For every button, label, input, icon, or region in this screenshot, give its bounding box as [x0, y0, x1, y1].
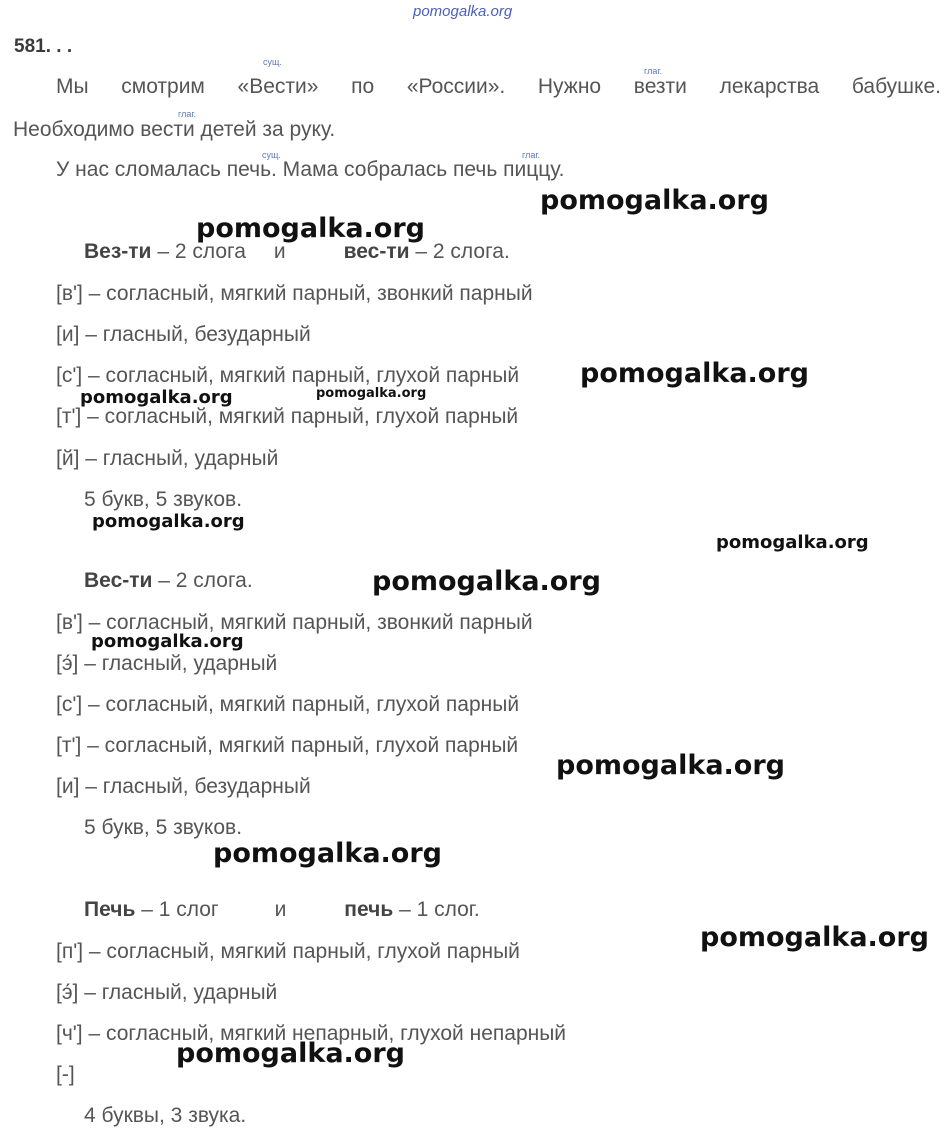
sound-row: [э́] – гласный, ударный: [56, 652, 278, 675]
sound-row: [и] – гласный, безударный: [56, 775, 311, 798]
word: «Вести»: [237, 75, 319, 98]
sound-row: [й] – гласный, ударный: [56, 447, 279, 470]
syllable-heading: Печь – 1 слог и печь – 1 слог.: [84, 898, 480, 921]
noun-mark: сущ.: [262, 150, 281, 160]
word-bold: Печь: [84, 898, 136, 921]
noun-mark: сущ.: [263, 57, 282, 67]
watermark: pomogalka.org: [372, 566, 601, 597]
watermark: pomogalka.org: [700, 922, 929, 953]
word: смотрим: [121, 75, 205, 98]
exercise-number: 581. . .: [14, 36, 73, 57]
summary: 5 букв, 5 звуков.: [84, 488, 243, 511]
word-bold: вес-ти: [343, 240, 410, 263]
sound-row: [в'] – согласный, мягкий парный, звонкий парный: [56, 282, 533, 305]
summary: 4 буквы, 3 звука.: [84, 1104, 247, 1127]
watermark: pomogalka.org: [196, 213, 425, 244]
watermark: pomogalka.org: [316, 386, 427, 401]
site-watermark-header: pomogalka.org: [413, 3, 513, 20]
watermark: pomogalka.org: [176, 1038, 405, 1069]
word: Мы: [56, 75, 89, 98]
word: бабушке.: [851, 75, 941, 98]
verb-mark: глаг.: [178, 109, 197, 119]
sentence-3: У нас сломалась печь. Мама собралась печь пиццу.: [56, 158, 565, 181]
summary: 5 букв, 5 звуков.: [84, 816, 243, 839]
sound-row: [в'] – согласный, мягкий парный, звонкий парный: [56, 611, 533, 634]
watermark: pomogalka.org: [91, 631, 244, 652]
watermark: pomogalka.org: [540, 185, 769, 216]
verb-mark: глаг.: [522, 150, 541, 160]
conjunction: и: [273, 240, 286, 263]
syllable-heading: Вез-ти – 2 слога и вес-ти – 2 слога.: [84, 240, 510, 263]
watermark: pomogalka.org: [213, 838, 442, 869]
watermark: pomogalka.org: [556, 750, 785, 781]
sound-row: [и] – гласный, безударный: [56, 323, 311, 346]
sound-row: [ч'] – согласный, мягкий непарный, глухой непарный: [56, 1022, 567, 1045]
sound-row: [с'] – согласный, мягкий парный, глухой парный: [56, 364, 520, 387]
watermark: pomogalka.org: [716, 532, 869, 553]
sentence-2: Необходимо вести детей за руку.: [13, 118, 336, 141]
sound-row: [-]: [56, 1063, 75, 1086]
word: везти: [633, 75, 687, 98]
watermark: pomogalka.org: [580, 358, 809, 389]
word-bold: печь: [344, 898, 394, 921]
verb-mark: глаг.: [644, 66, 663, 76]
watermark: pomogalka.org: [80, 387, 233, 408]
sound-row: [э́] – гласный, ударный: [56, 981, 278, 1004]
sentence-1: [56, 75, 941, 99]
word-bold: Вес-ти: [84, 569, 153, 592]
sound-row: [т'] – согласный, мягкий парный, глухой парный: [56, 405, 519, 428]
word: по: [351, 75, 375, 98]
word-bold: Вез-ти: [84, 240, 152, 263]
sound-row: [т'] – согласный, мягкий парный, глухой парный: [56, 734, 519, 757]
word: «России».: [406, 75, 506, 98]
word: лекарства: [719, 75, 820, 98]
conjunction: и: [274, 898, 287, 921]
watermark: pomogalka.org: [92, 511, 245, 532]
sound-row: [с'] – согласный, мягкий парный, глухой парный: [56, 693, 520, 716]
word: Нужно: [537, 75, 602, 98]
syllable-heading: Вес-ти – 2 слога.: [84, 569, 253, 592]
sound-row: [п'] – согласный, мягкий парный, глухой парный: [56, 940, 520, 963]
